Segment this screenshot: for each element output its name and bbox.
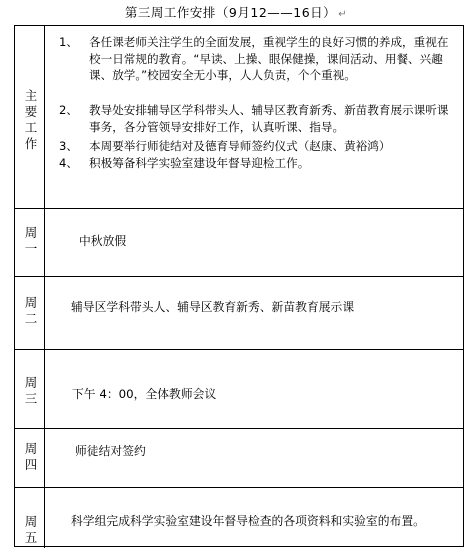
main-work-content-cell [45,26,463,208]
item-number: 2、 [59,103,78,117]
list-item [55,155,459,172]
paragraph-mark-icon: ↵ [338,9,348,20]
day-label-char-1: 周 [24,441,38,456]
day-text-tuesday: 辅导区学科带头人、辅导区教育新秀、新苗教育展示课 [71,300,355,314]
day-label-char-2: 一 [24,241,38,256]
list-item [55,138,459,155]
day-label-char-1: 周 [24,225,38,240]
day-label-char-1: 周 [24,514,38,529]
title-text: 第三周工作安排（9月12——16日） [124,5,337,20]
day-label [23,514,39,546]
day-label-char-2: 二 [24,311,38,326]
table-row-tuesday [15,277,463,350]
day-label-cell [15,350,45,428]
day-content-cell [45,277,463,349]
list-item [55,34,459,84]
day-text-thursday: 师徒结对签约 [75,444,146,458]
schedule-table [14,25,464,547]
day-label-char-2: 三 [24,391,38,406]
main-work-label-cell [15,26,45,208]
list-item [55,102,459,136]
main-work-label-char-3: 工 [24,120,38,135]
day-label-char-2: 四 [24,457,38,472]
day-label [23,295,39,327]
day-label-cell [15,488,45,548]
day-label [23,225,39,257]
day-label [23,375,39,407]
day-content-cell [45,429,463,487]
page-title [0,3,472,21]
main-work-label-char-1: 主 [24,88,38,103]
day-label-cell [15,429,45,487]
day-label-cell [15,209,45,276]
day-label-char-2: 五 [24,530,38,545]
table-row-monday [15,209,463,277]
item-number: 3、 [59,139,78,153]
item-text: 积极筹备科学实验室建设年督导迎检工作。 [89,156,310,170]
day-content-cell [45,209,463,276]
table-row-main-work [15,26,463,209]
item-number: 4、 [59,156,78,170]
day-label [23,441,39,473]
day-label-char-1: 周 [24,295,38,310]
day-content-cell [45,350,463,428]
item-text: 本周要举行师徒结对及德育导师签约仪式（赵康、黄裕鸿） [89,139,391,153]
main-work-label-char-4: 作 [24,136,38,151]
day-label-char-1: 周 [24,375,38,390]
day-text-wednesday: 下午 4：00，全体教师会议 [72,387,217,401]
day-text-monday: 中秋放假 [79,234,127,248]
main-work-label-char-2: 要 [24,104,38,119]
item-number: 1、 [59,35,78,49]
main-work-label [23,88,39,152]
table-row-wednesday [15,350,463,429]
item-text: 教导处安排辅导区学科带头人、辅导区教育新秀、新苗教育展示课听课事务，各分管领导安排好工作，认真听课、指导。 [89,103,449,134]
table-row-friday [15,488,463,548]
item-text: 各任课老师关注学生的全面发展，重视学生的良好习惯的养成，重视在校一日常规的教育。“早读、上操、眼保健操，课间活动、用餐、兴趣课、放学。”校园安全无小事，人人负责，个个重视。 [89,35,449,82]
day-text-friday: 科学组完成科学实验室建设年督导检查的各项资料和实验室的布置。 [71,514,425,528]
day-label-cell [15,277,45,349]
table-row-thursday [15,429,463,488]
day-content-cell [45,488,463,548]
